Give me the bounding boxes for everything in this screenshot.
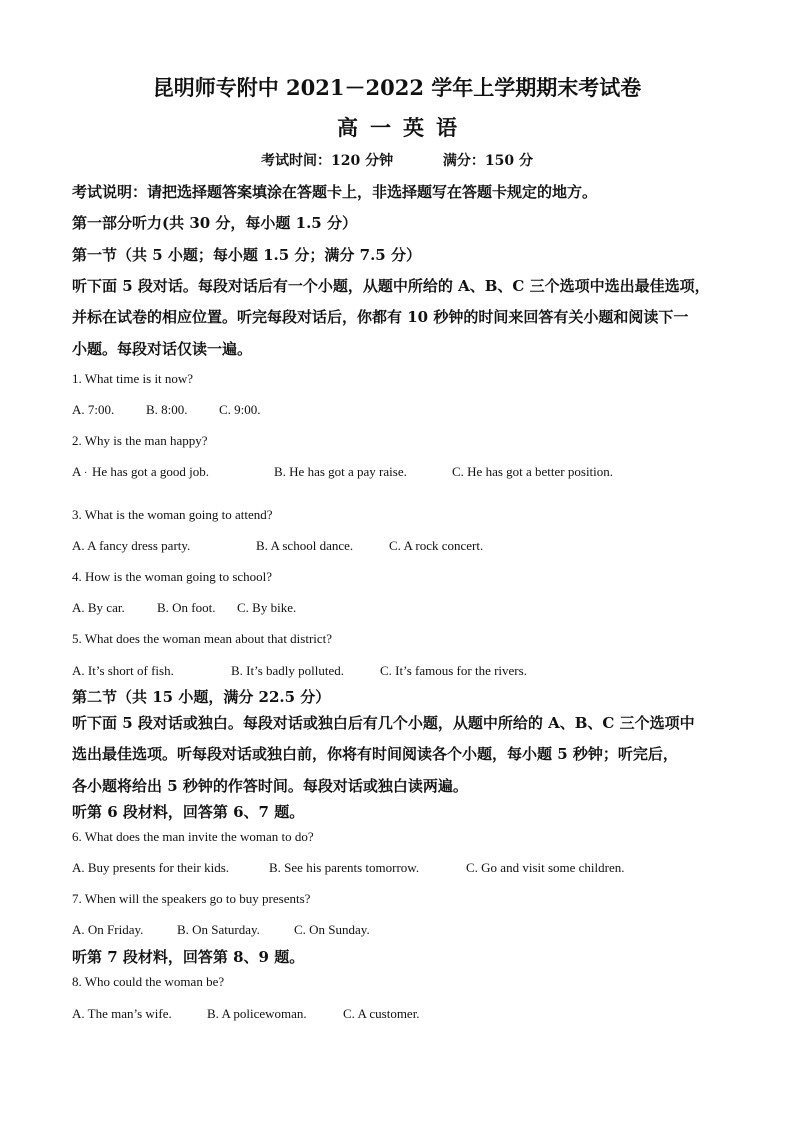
option-7b: B. On Saturday. <box>177 922 260 937</box>
option-7c: C. On Sunday. <box>294 922 370 937</box>
option-2a: He has got a good job. <box>92 464 209 479</box>
question-1: 1. What time is it now? <box>72 371 194 386</box>
option-2c: C. He has got a better position. <box>452 464 614 479</box>
exam-meta <box>0 150 794 170</box>
section1-title: 第一节（共 5 小题；每小题 1.5 分；满分 7.5 分） <box>72 246 421 264</box>
option-3a: A. A fancy dress party. <box>72 538 191 553</box>
option-3c: C. A rock concert. <box>389 538 484 553</box>
question-5: 5. What does the woman mean about that district? <box>72 631 333 646</box>
option-8c: C. A customer. <box>343 1006 420 1021</box>
option-5a: A. It’s short of fish. <box>72 663 174 678</box>
question-4: 4. How is the woman going to school? <box>72 569 273 584</box>
part1-title: 第一部分听力(共 30 分，每小题 1.5 分） <box>72 214 357 232</box>
option-8a: A. The man’s wife. <box>72 1006 172 1021</box>
question-8: 8. Who could the woman be? <box>72 974 225 989</box>
exam-score: 满分：150 分 <box>442 153 533 169</box>
section2-directions-line: 各小题将给出 5 秒钟的作答时间。每段对话或独白读两遍。 <box>72 777 468 795</box>
section1-directions-line: 听下面 5 段对话。每段对话后有一个小题，从题中所给的 A、B、C 三个选项中选出最佳选项， <box>72 277 710 295</box>
section2-directions-line: 听下面 5 段对话或独白。每段对话或独白后有几个小题，从题中所给的 A、B、C 三个选项中 <box>72 714 695 732</box>
exam-time: 考试时间：120 分钟 <box>261 153 394 169</box>
option-8b: B. A policewoman. <box>207 1006 307 1021</box>
option-5b: B. It’s badly polluted. <box>231 663 345 678</box>
option-7a: A. On Friday. <box>72 922 144 937</box>
question-2: 2. Why is the man happy? <box>72 433 208 448</box>
option-2b: B. He has got a pay raise. <box>274 464 407 479</box>
exam-title: 昆明师专附中 2021－2022 学年上学期期末考试卷 <box>152 75 642 100</box>
option-4a: A. By car. <box>72 600 125 615</box>
option-1c: C. 9:00. <box>219 402 261 417</box>
question-3: 3. What is the woman going to attend? <box>72 507 273 522</box>
option-5c: C. It’s famous for the rivers. <box>380 663 527 678</box>
question-7: 7. When will the speakers go to buy presents? <box>72 891 311 906</box>
option-6b: B. See his parents tomorrow. <box>269 860 420 875</box>
subject-title: 高一英语 <box>337 115 469 140</box>
option-4b: B. On foot. <box>157 600 216 615</box>
option-6a: A. Buy presents for their kids. <box>72 860 230 875</box>
question-6: 6. What does the man invite the woman to do? <box>72 829 314 844</box>
section1-directions-line: 小题。每段对话仅读一遍。 <box>72 340 253 358</box>
option-1b: B. 8:00. <box>146 402 188 417</box>
option-2a-letter: A <box>72 464 82 479</box>
material-7-heading: 听第 7 段材料，回答第 8、9 题。 <box>72 948 305 966</box>
section2-title: 第二节（共 15 小题，满分 22.5 分） <box>72 688 331 706</box>
material-6-heading: 听第 6 段材料，回答第 6、7 题。 <box>72 803 305 821</box>
option-4c: C. By bike. <box>237 600 297 615</box>
exam-instructions: 考试说明：请把选择题答案填涂在答题卡上，非选择题写在答题卡规定的地方。 <box>72 183 598 201</box>
section1-directions-line: 并标在试卷的相应位置。听完每段对话后，你都有 10 秒钟的时间来回答有关小题和阅读下一 <box>72 308 689 326</box>
option-6c: C. Go and visit some children. <box>466 860 625 875</box>
section2-directions-line: 选出最佳选项。听每段对话或独白前，你将有时间阅读各个小题，每小题 5 秒钟；听完后， <box>72 745 678 763</box>
dot-mark: · <box>84 468 88 479</box>
option-3b: B. A school dance. <box>256 538 354 553</box>
option-1a: A. 7:00. <box>72 402 115 417</box>
